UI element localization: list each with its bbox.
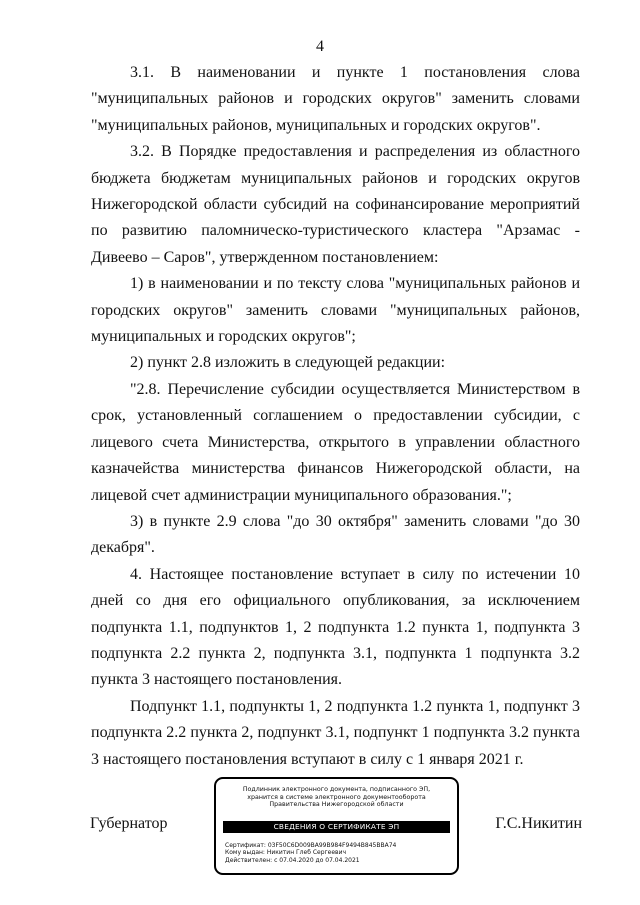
paragraph-3-1: 3.1. В наименовании и пункте 1 постановления слова "муниципальных районов и городских округов" заменить словами "муниципальных районов, муниципальных и городских округов". — [91, 64, 580, 134]
paragraph-item-1: 1) в наименовании и по тексту слова "муниципальных районов и городских округов" заменить словами "муниципальных районов, муниципальных и городских округов"; — [91, 275, 580, 346]
stamp-certificate-number: Сертификат: 03F50C6D009BA99B984F9494B845BBA74 — [225, 842, 397, 849]
page-number: 4 — [316, 38, 324, 55]
stamp-header — [216, 786, 457, 809]
paragraph-item-3: 3) в пункте 2.9 слова "до 30 октября" заменить словами "до 30 декабря". — [91, 512, 580, 557]
stamp-header-line: Правительства Нижегородской области — [269, 801, 404, 809]
paragraph-2-8: "2.8. Перечисление субсидии осуществляется Министерством в срок, установленный соглашением о предоставлении субсидии, с лицевого счета Министерства, открытого в управлении областного казначейства министерства финансов Нижегородской области, на лицевой счет администрации муниципального образования."; — [91, 380, 580, 504]
electronic-signature-stamp — [214, 777, 459, 875]
stamp-certificate-details — [225, 842, 451, 864]
stamp-header-line: Подлинник электронного документа, подписанного ЭП, — [242, 786, 431, 793]
paragraph-item-2: 2) пункт 2.8 изложить в следующей редакции: — [130, 354, 446, 372]
signatory-position: Губернатор — [90, 815, 168, 832]
signatory-name: Г.С.Никитин — [495, 815, 582, 832]
stamp-validity: Действителен: с 07.04.2020 до 07.04.2021 — [225, 856, 360, 864]
paragraph-4: 4. Настоящее постановление вступает в силу по истечении 10 дней со дня его официального опубликования, за исключением подпункта 1.1, подпунктов 1, 2 подпункта 1.2 пункта 1, подпункта 3 подпункта 2.2 пункта 2, подпункта 3.1, подпункта 1 подпункта 3.2 пункта 3 настоящего постановления. — [91, 565, 580, 689]
stamp-header-line: хранится в системе электронного документооборота — [247, 793, 426, 801]
document-body — [91, 60, 580, 773]
stamp-title-bar: СВЕДЕНИЯ О СЕРТИФИКАТЕ ЭП — [223, 821, 450, 833]
paragraph-3-2: 3.2. В Порядке предоставления и распределения из областного бюджета бюджетам муниципальных районов и городских округов Нижегородской области субсидий на софинансирование мероприятий по развитию паломническо-туристического кластера "Арзамас - Дивеево – Саров", утвержденном постановлением: — [91, 143, 580, 266]
paragraph-final: Подпункт 1.1, подпункты 1, 2 подпункта 1.2 пункта 1, подпункт 3 подпункта 2.2 пункта 2, подпункт 3.1, подпункт 1 подпункта 3.2 пункта 3 настоящего постановления вступают в силу с 1 января 2021 г. — [91, 697, 580, 768]
stamp-issued-to: Кому выдан: Никитин Глеб Сергеевич — [225, 849, 347, 857]
